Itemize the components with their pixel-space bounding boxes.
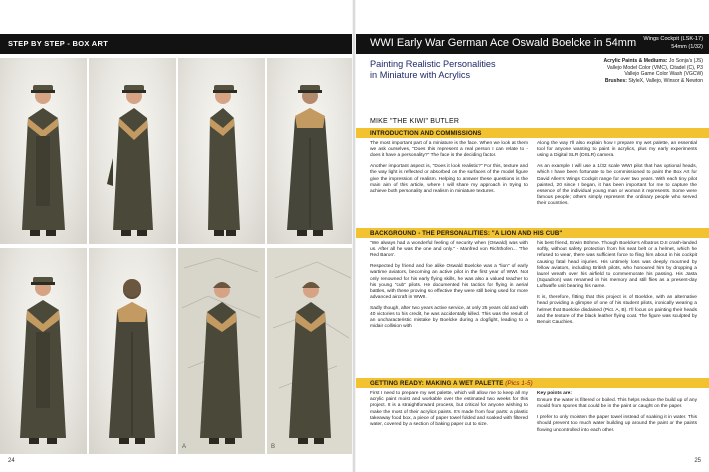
paragraph: his best friend, Erwin Böhme. Though Boelcke's Albatros D.II crash-landed softly, without safety protection from his seat belt or a helmet, which he refused to wear, there was sufficient force to fling him about in his cockpit causing fatal head injuries. His untimely loss was deeply mourned by fellow aviators, including British pilots, who honoured him by dropping a laurel wreath over his airfield to commemorate his passing. His Jasta (Squadron) was renamed in his memory and still flies as a present-day Luftwaffe unit bearing his name.: [537, 241, 697, 290]
paragraph: "We always had a wonderful feeling of security when (Oswald) was with us. After all he was the one and only." - Manfred von Richthofen... 'The Red Baron'.: [370, 241, 528, 259]
paragraph: The most important part of a miniature is the face. When we look at them we ask ourselves, "Does this represent a real person I can relate to - does it have a personality?" The face is the deciding factor.: [370, 141, 528, 159]
kit-name: Wings Cockpit (LSK-17): [643, 36, 703, 42]
figure-photo-side: [178, 58, 265, 244]
background-column-left: [370, 241, 528, 335]
photo-letter-a: A: [182, 444, 187, 450]
figure-photo-helmet-diorama-b: [267, 248, 354, 454]
left-section-header: [0, 34, 354, 54]
figure-photo-helmet-back: [89, 248, 176, 454]
photo-letter-b: B: [271, 444, 276, 450]
author-byline: MIKE "THE KIWI" BUTLER: [370, 118, 460, 125]
background-column-right: [537, 241, 697, 331]
figure-photo-back: [267, 58, 354, 244]
paragraph: First I need to prepare my wet palette, which will allow me to keep all my acrylic paint moist and workable over the estimated two weeks for this project. It is a straightforward process, but critical for anyone wishing to make the most of their acrylics paints. It's made from four parts: a plastic takeaway food box, a piece of paper towel folded and soaked with filtered water, covered by a section of baking paper cut to size.: [370, 391, 528, 428]
figure-photo-front: [0, 58, 87, 244]
key-points-heading: Key points are:: [537, 391, 572, 396]
materials-line: Vallejo Model Color (VMC), Citadel (C), P3: [606, 64, 703, 71]
picture-reference: (Pics 1-5): [505, 379, 533, 387]
article-title: WWI Early War German Ace Oswald Boelcke in 54mm: [370, 37, 637, 49]
kit-info: [643, 36, 703, 51]
materials-line: Vallejo Game Color Wash (VGCW): [624, 71, 703, 78]
intro-column-right: [537, 141, 697, 212]
right-page: [356, 0, 709, 472]
paragraph: Ensure the water is filtered or boiled. This helps reduce the build up of any mould from spores that could be in the paint or caught on the paper.: [537, 398, 697, 410]
article-subtitle: [370, 59, 540, 81]
figure-photo-three-quarter: [89, 58, 176, 244]
section-heading-introduction: INTRODUCTION AND COMMISSIONS: [356, 128, 709, 138]
figure-photo-helmet-diorama-a: [178, 248, 265, 454]
paragraph: Sadly though, after two years active service, at only 25 years old and with 40 victories to his credit, he was accidentally killed. This was the result of an uncharacteristic mistake by Boelcke during a dogfight, leading to a midair collision with: [370, 305, 528, 330]
paragraph: Respected by friend and foe alike Oswald Boelcke was a "lion" of early wartime aviators, becoming an active pilot in the first year of WWI. Not only renowned for his early flying skills, he was also a valued teacher to his young "cub" pilots. He documented his tactics for flying in aerial battles, with these proving so effective they were still being used for more advanced aircraft in WWII.: [370, 264, 528, 301]
kit-scale: 54mm (1/32): [671, 43, 703, 50]
left-page-number: 24: [8, 458, 15, 464]
right-page-number: 25: [694, 458, 701, 464]
paragraph: Another important aspect is, "Does it look realistic?" For this, texture and the way light is reflected or absorbed on the surfaces of the model figure give the impression of realism. Helping to answer these questions is the main aim of this article, where I will share my approach in trying to achieve both personality and realism in miniature textures.: [370, 164, 528, 194]
paragraph: It is, therefore, fitting that this project is of Boelcke, with an alternative head providing a glimpse of one of his student pilots, ironically wearing a helmet that Boelcke disdained (Pict. A, B). I'll focus on painting their heads and the texture of the black leather flying coat. The figure was sculpted by Benoit Cauchies.: [537, 295, 697, 325]
photo-grid: [0, 58, 354, 454]
materials-line: Brushes: StyleX, Vallejo, Winsor & Newton: [604, 77, 703, 84]
subtitle-line-1: Painting Realistic Personalities: [370, 59, 496, 69]
left-page: [0, 0, 354, 472]
section-label: STEP BY STEP - BOX ART: [8, 39, 109, 48]
subtitle-line-2: in Miniature with Acrylics: [370, 70, 471, 80]
paragraph: I prefer to only moisten the paper towel instead of soaking it in water. This should prevent too much water building up around the paint or the paints flowing uncontrolled into each other.: [537, 415, 697, 433]
section-heading-wet-palette: GETTING READY: MAKING A WET PALETTE (Pics 1-5): [356, 378, 709, 388]
intro-column-left: [370, 141, 528, 200]
materials-line: Acrylic Paints & Mediums: Jo Sonja's (JS): [603, 58, 703, 64]
materials-list: [531, 58, 703, 84]
wet-palette-column-right: [537, 391, 697, 438]
paragraph: Along the way I'll also explain how I prepare my wet palette, an essential tool for anyone wanting to paint in acrylics, plus my early experiments using a Digital SLR (DSLR) camera.: [537, 141, 697, 159]
paragraph: As an example I will use a 1/32 scale WWI pilot that has optional heads, which I have been fortunate to be commissioned to paint the Box Art for David Allen's Wings Cockpit range for over two years. With each tiny pilot painted, 20 since I began, it has been important for me to capture the essence of the individual young man or woman it represents. Some were famous people; others simply represent the ordinary people who served their countries.: [537, 164, 697, 207]
wet-palette-column-left: [370, 391, 528, 433]
article-header: [356, 34, 709, 54]
figure-photo-cap-front: [0, 248, 87, 454]
section-heading-background: BACKGROUND - THE PERSONALITIES: "A LION AND HIS CUB": [356, 228, 709, 238]
